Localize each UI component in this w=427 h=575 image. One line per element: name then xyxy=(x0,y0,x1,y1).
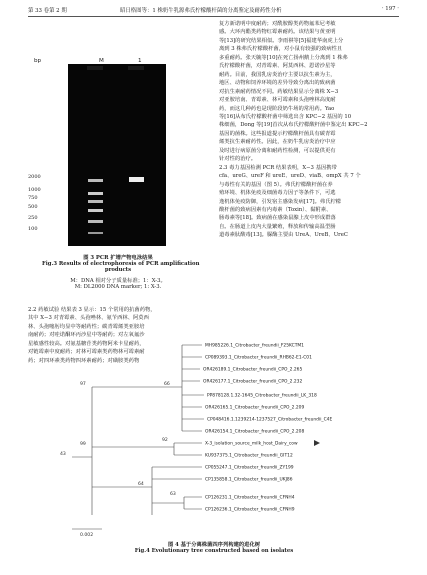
text-line: 与毒性有关的基因（图 5）。弗氏柠檬酸杆菌在养 xyxy=(219,181,333,188)
marker-250: 250 xyxy=(28,215,38,221)
tree-leaf: KU937375.1_Citrobacter_freundii_GIT12 xyxy=(205,453,293,459)
marker-1000: 1000 xyxy=(28,187,41,193)
text-line: 酸杆菌的致病因素有内毒素（Toxin）、黏附素、 xyxy=(219,206,332,213)
isolate-marker-icon xyxy=(314,440,320,446)
tree-leaf: OR426154.1_Citrobacter_freundii_CPO_2.208 xyxy=(205,429,305,435)
text-line: 药；对四环素类药物四环素耐药；对磺胺类药物 xyxy=(28,357,140,364)
marker-750: 750 xyxy=(28,195,38,201)
tree-leaf: CP126231.1_Citrobacter_freundii_CFNH4 xyxy=(205,495,295,501)
text-line: 林、头孢噻肟均显中等耐药性；碳青霉烯类亚胺培 xyxy=(28,323,145,330)
figure-4-caption-cn: 图 4 基于分离株菌四序列构建的进化树 xyxy=(167,542,261,548)
text-line: 南耐药；对哇诺酮环丙沙星中等耐药；对左氧氟沙 xyxy=(28,332,145,339)
figure-3-note-en: M: DL2000 DNA marker; 1: X-3. xyxy=(74,284,162,290)
figure-3-note-cn: M：DNA 相对分子质量标准；1：X-3。 xyxy=(70,278,166,284)
text-line: 对抗生素耐药情况不同。药敏结果显示分离株 X−3 xyxy=(219,88,339,95)
text-line: 道毒素肽酸毒[13]。脲酶主要由 UreA、UreB、UreC xyxy=(219,232,348,239)
text-line: 地区、动物和饲养环境的差异导致分离出的致病菌 xyxy=(219,80,336,87)
gel-image xyxy=(68,64,166,246)
text-line: 等[16]从布氏柠檬酸杆菌中筛选出含 KPC−2 基因的 10 xyxy=(219,113,352,120)
tree-leaf: OR426177.1_Citrobacter_freundii_CPO_2.232 xyxy=(203,379,303,385)
figure-4-caption xyxy=(28,540,400,554)
text-line: 星敏感性较高。对氨基糖苷类药物阿米卡星耐药， xyxy=(28,340,145,347)
text-line: 基因的菌株。这些报道提示柠檬酸杆菌具有碳青霉 xyxy=(219,130,336,137)
tree-branches xyxy=(72,345,204,515)
text-line: 药，而这几种药也是现阶段奶牛场的常用药。Yao xyxy=(219,105,335,112)
text-line: 对亚胺培南、青霉素、林可霉素和头孢唑林高度耐 xyxy=(219,97,336,104)
sample-band-x3 xyxy=(129,177,144,182)
bootstrap-label: 92 xyxy=(162,438,168,443)
text-line: 株细菌，Dong 等[19]首次从布氏柠檬酸杆菌中鉴定出 KPC−2 xyxy=(219,122,368,129)
lane-label-m: M xyxy=(99,58,104,64)
running-header xyxy=(28,4,399,17)
bootstrap-label: 97 xyxy=(80,382,86,387)
text-line: 耐药。目前，我国乳房炎治疗主要以抗生素为主， xyxy=(219,71,336,78)
bp-label: bp xyxy=(34,58,42,64)
text-line: 多重耐药。张天毓等[10]在死亡扬州鹅上分离到 1 株弗 xyxy=(219,54,348,61)
tree-leaf: CP126236.1_Citrobacter_freundii_CFNH9 xyxy=(205,507,295,513)
marker-2000: 2000 xyxy=(28,174,41,180)
bootstrap-label: 99 xyxy=(80,442,86,447)
tree-leaf: CP089393.1_Citrobacter_freundii_RHB62-E1-C01 xyxy=(205,355,312,361)
article-title-header: 昭日格图等：1 株奶牛乳源弗氏柠檬酸杆菌的分离鉴定及耐药性分析 xyxy=(120,8,282,14)
figure-3-caption-cn: 图 3 PCR 扩增产物电泳结果 xyxy=(83,255,153,261)
page-number: · 197 · xyxy=(381,6,399,12)
tree-leaf: OR426189.1_Citrobacter_freundii_CPO_2.265 xyxy=(203,367,303,373)
text-line: 及时进行病原菌分离和耐药性检测，可以提供更有 xyxy=(219,147,336,154)
scale-label: 0.002 xyxy=(80,533,94,537)
tree-leaf: CP048416.1.1239214-1237527_Citrobacter_freundii_C4E xyxy=(207,417,333,423)
text-line: 氏柠檬酸杆菌，对青霉素、阿莫西林、恩诺沙星等 xyxy=(219,63,336,70)
bootstrap-label: 64 xyxy=(138,482,144,487)
text-line: 复方新诺明中度耐药；对酰胺醇类药物氟苯尼考敏 xyxy=(219,21,336,27)
marker-500: 500 xyxy=(28,204,38,210)
tree-leaf-isolate: X-3_isolation_source_milk_host_Dairy_cow xyxy=(205,441,298,447)
text-line: 自。在肠道上皮内大量繁殖，释放和传输高温型肠 xyxy=(219,223,336,230)
text-line: 感。大环内酯类药物红霉素耐药。该结果与黄亚明 xyxy=(219,29,336,36)
text-line: 2.2 药敏试验 结果表 3 显示：15 个常用的抗菌药物， xyxy=(28,307,156,313)
marker-band-1000 xyxy=(88,192,103,195)
text-line: 对链霉素中度耐药；对林可霉素类药物林可霉素耐 xyxy=(28,349,145,356)
text-line: 针对性的治疗。 xyxy=(219,156,257,163)
text-line: 烯类抗生素耐药性。因此，在奶牛乳房炎治疗中应 xyxy=(219,139,336,146)
tree-leaf: OR426165.1_Citrobacter_freundii_CPO_2.209 xyxy=(205,405,305,411)
text-line: 离到 3 株弗氏柠檬酸杆菌，对小鼠有较强的致病性且 xyxy=(219,46,343,53)
tree-leaf: CP055247.1_Citrobacter_freundii_ZY199 xyxy=(205,465,294,471)
text-line: 2.3 毒力基因检测 PCR 结果表明，X−3 基因携带 xyxy=(219,164,337,171)
figure-3-caption-en2: products xyxy=(104,267,132,273)
right-column-text xyxy=(219,20,400,240)
lane-label-1: 1 xyxy=(138,58,142,64)
tree-leaf: MH985226.1_Citrobacter_freundii_F25KCTM1 xyxy=(205,343,304,349)
bootstrap-label: 66 xyxy=(164,382,170,387)
figure-3-caption-en1: Fig.3 Results of electrophoresis of PCR amplification xyxy=(42,261,200,267)
bootstrap-label: 63 xyxy=(170,492,176,497)
figure-4-tree xyxy=(52,337,382,537)
bootstrap-label: 43 xyxy=(60,452,66,457)
text-line: 殖环境、机体免疫及细菌毒力因子等条件下，可逃 xyxy=(219,190,336,197)
tree-leaf: CP135858.1_Citrobacter_freundii_UKJ86 xyxy=(205,477,293,483)
marker-band-100 xyxy=(88,232,103,234)
text-line: 其中 X−3 对青霉素、头孢唑林、氨苄西林、阿莫西 xyxy=(28,315,149,322)
text-line: cfa、ureG、ureF 和 ureE、ureD、viaB、ompX 共 7 个 xyxy=(219,173,361,180)
journal-volume: 第 33 卷第 2 期 xyxy=(28,8,67,14)
marker-band-500 xyxy=(88,209,103,212)
gel-bands xyxy=(68,64,166,246)
figure-3-caption xyxy=(28,253,208,290)
tree-leaf: PP878128.1.32-1645_Citrobacter_freundii_LK_318 xyxy=(207,393,317,399)
text-line: 等[13]的研究结果相似。李雨祺等[5]福建华南虎上分 xyxy=(219,37,344,44)
marker-100: 100 xyxy=(28,226,38,232)
text-line: 逸机体免疫防御，引发宿主感染发病[17]。弗氏柠檬 xyxy=(219,198,342,205)
figure-3-gel xyxy=(28,46,208,251)
marker-band-250 xyxy=(88,220,103,223)
text-line: 肠毒素等[18]。致病菌在感染鼠腺上皮中形成群落 xyxy=(219,215,336,222)
marker-band-2000 xyxy=(88,179,103,182)
marker-band-750 xyxy=(88,200,103,203)
figure-4-caption-en: Fig.4 Evolutionary tree constructed based on isolates xyxy=(134,548,294,554)
